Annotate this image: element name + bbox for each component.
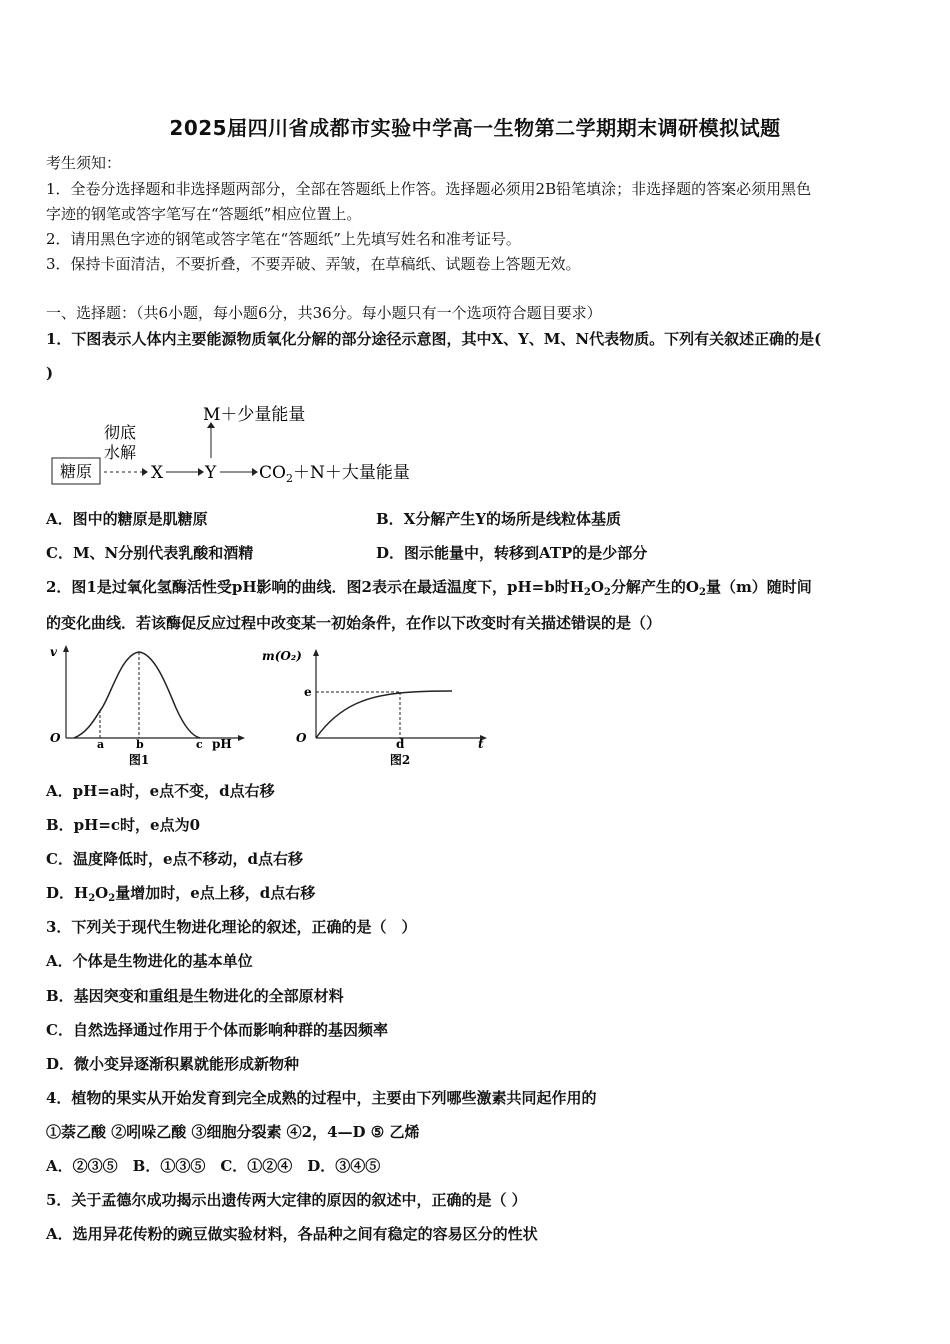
q1-option-c[interactable]: C．M、N分别代表乳酸和酒精 bbox=[46, 544, 254, 562]
q2-stem-sub2: 2 bbox=[603, 587, 611, 598]
q1-stem-cont: ) bbox=[46, 364, 54, 382]
section-heading: 一、选择题：（共6小题，每小题6分，共36分。每小题只有一个选项符合题目要求） bbox=[46, 304, 602, 322]
q2-option-d-sub1: 2 bbox=[88, 893, 96, 904]
fig1-y-label: v bbox=[50, 645, 57, 659]
fig2-origin: O bbox=[296, 731, 307, 745]
x-to-y-arrow-head bbox=[198, 468, 204, 476]
q2-figure-2 bbox=[260, 642, 500, 770]
q2-figure-1 bbox=[44, 642, 254, 770]
notice-item-3: 3．保持卡面清洁，不要折叠，不要弄破、弄皱，在草稿纸、试题卷上答题无效。 bbox=[46, 255, 581, 273]
q2-option-b[interactable]: B．pH=c时，e点为0 bbox=[46, 816, 201, 834]
fig1-tick-a: a bbox=[97, 738, 105, 751]
notice-heading: 考生须知： bbox=[46, 154, 122, 172]
q2-stem-a: 2．图1是过氧化氢酶活性受pH影响的曲线．图2表示在最适温度下，pH=b时H bbox=[46, 578, 584, 596]
q2-stem-c: 分解产生的O bbox=[610, 578, 699, 596]
fig2-y-label: m(O₂) bbox=[262, 649, 302, 663]
fig1-origin: O bbox=[50, 731, 61, 745]
fig2-o2-curve bbox=[316, 691, 452, 738]
fig2-d-label: d bbox=[396, 737, 405, 751]
q2-option-a[interactable]: A．pH=a时，e点不变，d点右移 bbox=[46, 782, 275, 800]
q4-options[interactable]: A．②③⑤ B．①③⑤ C．①②④ D．③④⑤ bbox=[46, 1157, 381, 1175]
q2-option-d-sub2: 2 bbox=[108, 893, 116, 904]
q4-stem: 4．植物的果实从开始发育到完全成熟的过程中，主要由下列哪些激素共同起作用的 bbox=[46, 1089, 597, 1107]
m-product-label: M＋少量能量 bbox=[203, 405, 306, 425]
q2-option-d[interactable] bbox=[46, 882, 315, 903]
q1-option-b[interactable]: B．X分解产生Y的场所是线粒体基质 bbox=[376, 510, 622, 528]
q2-option-d-post: 量增加时，e点上移，d点右移 bbox=[115, 884, 316, 902]
substance-x: X bbox=[151, 463, 164, 483]
q1-option-d[interactable]: D．图示能量中，转移到ATP的是少部分 bbox=[376, 544, 648, 562]
q4-items: ①萘乙酸 ②吲哚乙酸 ③细胞分裂素 ④2，4—D ⑤ 乙烯 bbox=[46, 1123, 420, 1141]
fig1-caption: 图1 bbox=[128, 753, 150, 767]
q1-pathway-figure bbox=[48, 400, 468, 495]
q1-stem: 1．下图表示人体内主要能源物质氧化分解的部分途径示意图，其中X、Y、M、N代表物质。下列有关叙述正确的是( bbox=[46, 330, 822, 348]
fig2-x-label: t bbox=[478, 737, 484, 751]
q2-option-d-mid: O bbox=[95, 884, 109, 902]
dashed-arrow-head bbox=[142, 468, 148, 476]
y-to-co2-arrow-head bbox=[252, 468, 258, 476]
q2-stem-d: 量（m）随时间 bbox=[705, 578, 812, 596]
q2-option-c[interactable]: C．温度降低时，e点不移动，d点右移 bbox=[46, 850, 303, 868]
page-title: 2025届四川省成都市实验中学高一生物第二学期期末调研模拟试题 bbox=[169, 116, 781, 140]
fig2-y-arrow bbox=[313, 649, 319, 656]
notice-item-1-cont: 字迹的钢笔或答字笔写在“答题纸”相应位置上。 bbox=[46, 205, 362, 223]
q5-stem: 5．关于孟德尔成功揭示出遗传两大定律的原因的叙述中，正确的是（ ） bbox=[46, 1191, 527, 1209]
fig1-x-label: pH bbox=[212, 737, 232, 751]
q2-stem-sub3: 2 bbox=[698, 587, 706, 598]
q3-option-a[interactable]: A．个体是生物进化的基本单位 bbox=[46, 952, 253, 970]
notice-item-2: 2．请用黑色字迹的钢笔或答字笔在“答题纸”上先填写姓名和准考证号。 bbox=[46, 230, 521, 248]
fig1-tick-b: b bbox=[136, 738, 144, 751]
q3-option-b[interactable]: B．基因突变和重组是生物进化的全部原材料 bbox=[46, 987, 344, 1005]
q2-stem-cont: 的变化曲线．若该酶促反应过程中改变某一初始条件，在作以下改变时有关描述错误的是（） bbox=[46, 614, 662, 632]
notice-item-1: 1．全卷分选择题和非选择题两部分，全部在答题纸上作答。选择题必须用2B铅笔填涂；非选择题的答案必须用黑色 bbox=[46, 180, 812, 198]
q2-stem-sub1: 2 bbox=[583, 587, 591, 598]
fig1-tick-c: c bbox=[196, 738, 203, 751]
fig2-e-label: e bbox=[304, 685, 312, 699]
q3-stem: 3．下列关于现代生物进化理论的叙述，正确的是（ ） bbox=[46, 918, 417, 936]
substance-y: Y bbox=[205, 463, 217, 483]
products-label bbox=[259, 463, 410, 485]
products-suffix: ＋N＋大量能量 bbox=[292, 463, 410, 483]
fig1-y-arrow bbox=[63, 645, 69, 652]
q3-option-d[interactable]: D．微小变异逐渐积累就能形成新物种 bbox=[46, 1055, 300, 1073]
q2-option-d-pre: D．H bbox=[46, 884, 89, 902]
fig2-caption: 图2 bbox=[389, 753, 411, 767]
q3-option-c[interactable]: C．自然选择通过作用于个体而影响种群的基因频率 bbox=[46, 1021, 388, 1039]
fig1-x-arrow bbox=[238, 735, 245, 741]
q2-stem-b: O bbox=[590, 578, 604, 596]
glycogen-label: 糖原 bbox=[59, 462, 93, 481]
q2-stem bbox=[46, 576, 812, 597]
products-prefix: CO bbox=[259, 463, 286, 483]
q1-option-a[interactable]: A．图中的糖原是肌糖原 bbox=[46, 510, 208, 528]
hydrolysis-label-top: 彻底 bbox=[104, 423, 137, 442]
products-sub: 2 bbox=[285, 472, 293, 485]
fig1-activity-curve bbox=[74, 652, 200, 738]
q5-option-a[interactable]: A．选用异花传粉的豌豆做实验材料，各品种之间有稳定的容易区分的性状 bbox=[46, 1225, 538, 1243]
hydrolysis-label-bottom: 水解 bbox=[104, 443, 137, 462]
